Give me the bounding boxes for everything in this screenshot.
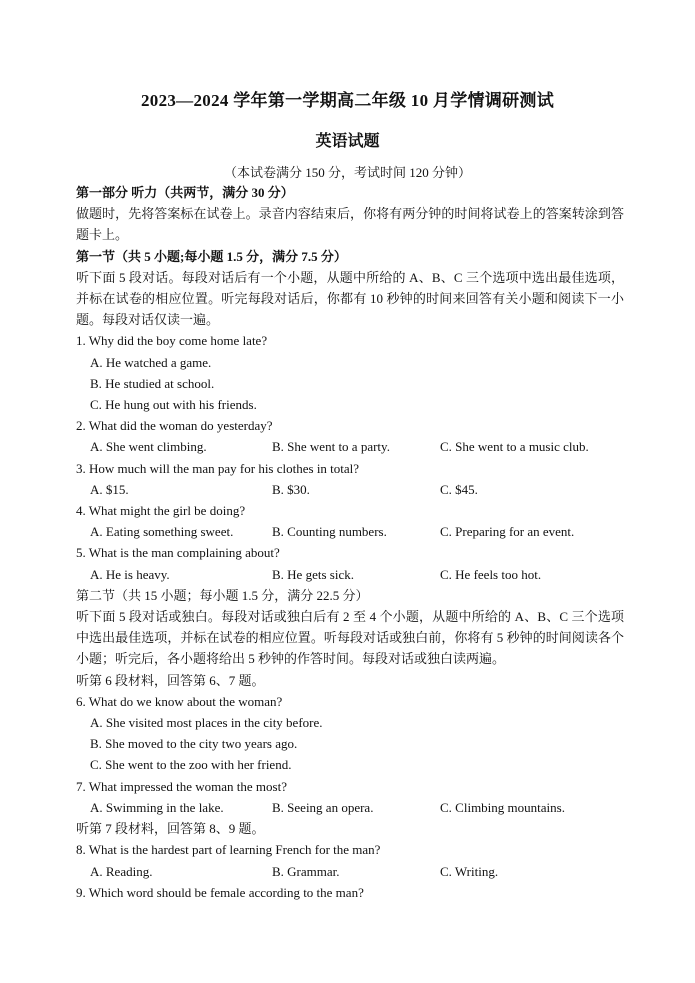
question-6-stem: 6. What do we know about the woman? <box>76 693 283 709</box>
question-3-option-a: A. $15. <box>90 481 129 497</box>
question-1-option-b: B. He studied at school. <box>90 375 215 391</box>
question-5-option-c: C. He feels too hot. <box>440 566 542 582</box>
part1-heading: 第一部分 听力（共两节，满分 30 分） <box>76 185 294 200</box>
question-1-option-c: C. He hung out with his friends. <box>90 397 257 413</box>
question-3-options <box>76 479 624 500</box>
section2-heading: 第二节（共 15 小题；每小题 1.5 分，满分 22.5 分） <box>76 587 369 603</box>
section2-instruction: 听下面 5 段对话或独白。每段对话或独白后有 2 至 4 个小题，从题中所给的 A、B、C 三个选项中选出最佳选项，并标在试卷的相应位置。听每段对话或独白前，你将有 5 秒钟的时间阅读各个小题；听完后，各小题将给出 5 秒钟的作答时间。每段对话或独白读两遍。 <box>76 609 624 667</box>
question-5-options <box>76 564 624 585</box>
question-4-option-b: B. Counting numbers. <box>272 524 387 540</box>
question-4-option-a: A. Eating something sweet. <box>90 524 234 540</box>
question-8-option-b: B. Grammar. <box>272 863 340 879</box>
question-2-option-b: B. She went to a party. <box>272 439 390 455</box>
question-6-option-a: A. She visited most places in the city before. <box>90 715 323 731</box>
question-2-option-a: A. She went climbing. <box>90 439 207 455</box>
section1-heading: 第一节（共 5 小题;每小题 1.5 分，满分 7.5 分） <box>76 248 347 264</box>
question-7-option-c: C. Climbing mountains. <box>440 799 565 815</box>
question-1-option-a: A. He watched a game. <box>90 354 212 370</box>
question-5-option-a: A. He is heavy. <box>90 566 170 582</box>
question-2-options <box>76 436 624 457</box>
question-7-stem: 7. What impressed the woman the most? <box>76 778 287 794</box>
exam-content <box>76 182 624 903</box>
question-1-stem: 1. Why did the boy come home late? <box>76 333 268 349</box>
question-8-option-a: A. Reading. <box>90 863 153 879</box>
material-6-label: 听第 6 段材料，回答第 6、7 题。 <box>76 672 265 688</box>
question-3-option-c: C. $45. <box>440 481 478 497</box>
exam-note: （本试卷满分 150 分，考试时间 120 分钟） <box>223 165 471 180</box>
question-2-stem: 2. What did the woman do yesterday? <box>76 418 273 434</box>
question-5-stem: 5. What is the man complaining about? <box>76 545 280 561</box>
part1-instruction: 做题时，先将答案标在试卷上。录音内容结束后，你将有两分钟的时间将试卷上的答案转涂到答题卡上。 <box>76 206 624 243</box>
question-4-option-c: C. Preparing for an event. <box>440 524 575 540</box>
question-7-option-a: A. Swimming in the lake. <box>90 799 224 815</box>
question-7-options <box>76 797 624 818</box>
question-9-stem: 9. Which word should be female according to the man? <box>76 884 364 900</box>
question-7-option-b: B. Seeing an opera. <box>272 799 374 815</box>
section1-instruction: 听下面 5 段对话。每段对话后有一个小题，从题中所给的 A、B、C 三个选项中选出最佳选项，并标在试卷的相应位置。听完每段对话后，你都有 10 秒钟的时间来回答有关小题和阅读下一小题。每段对话仅读一遍。 <box>76 269 624 328</box>
question-4-stem: 4. What might the girl be doing? <box>76 503 246 519</box>
material-7-label: 听第 7 段材料，回答第 8、9 题。 <box>76 821 265 837</box>
exam-title: 2023—2024 学年第一学期高二年级 10 月学情调研测试 <box>140 91 555 110</box>
question-8-stem: 8. What is the hardest part of learning French for the man? <box>76 842 381 858</box>
question-6-option-b: B. She moved to the city two years ago. <box>90 736 298 752</box>
question-8-option-c: C. Writing. <box>440 863 499 879</box>
question-8-options <box>76 861 624 882</box>
question-3-option-b: B. $30. <box>272 481 310 497</box>
question-2-option-c: C. She went to a music club. <box>440 439 589 455</box>
question-3-stem: 3. How much will the man pay for his clothes in total? <box>76 460 360 476</box>
question-6-option-c: C. She went to the zoo with her friend. <box>90 757 292 773</box>
question-4-options <box>76 521 624 542</box>
exam-subtitle: 英语试题 <box>315 133 380 150</box>
question-5-option-b: B. He gets sick. <box>272 566 354 582</box>
